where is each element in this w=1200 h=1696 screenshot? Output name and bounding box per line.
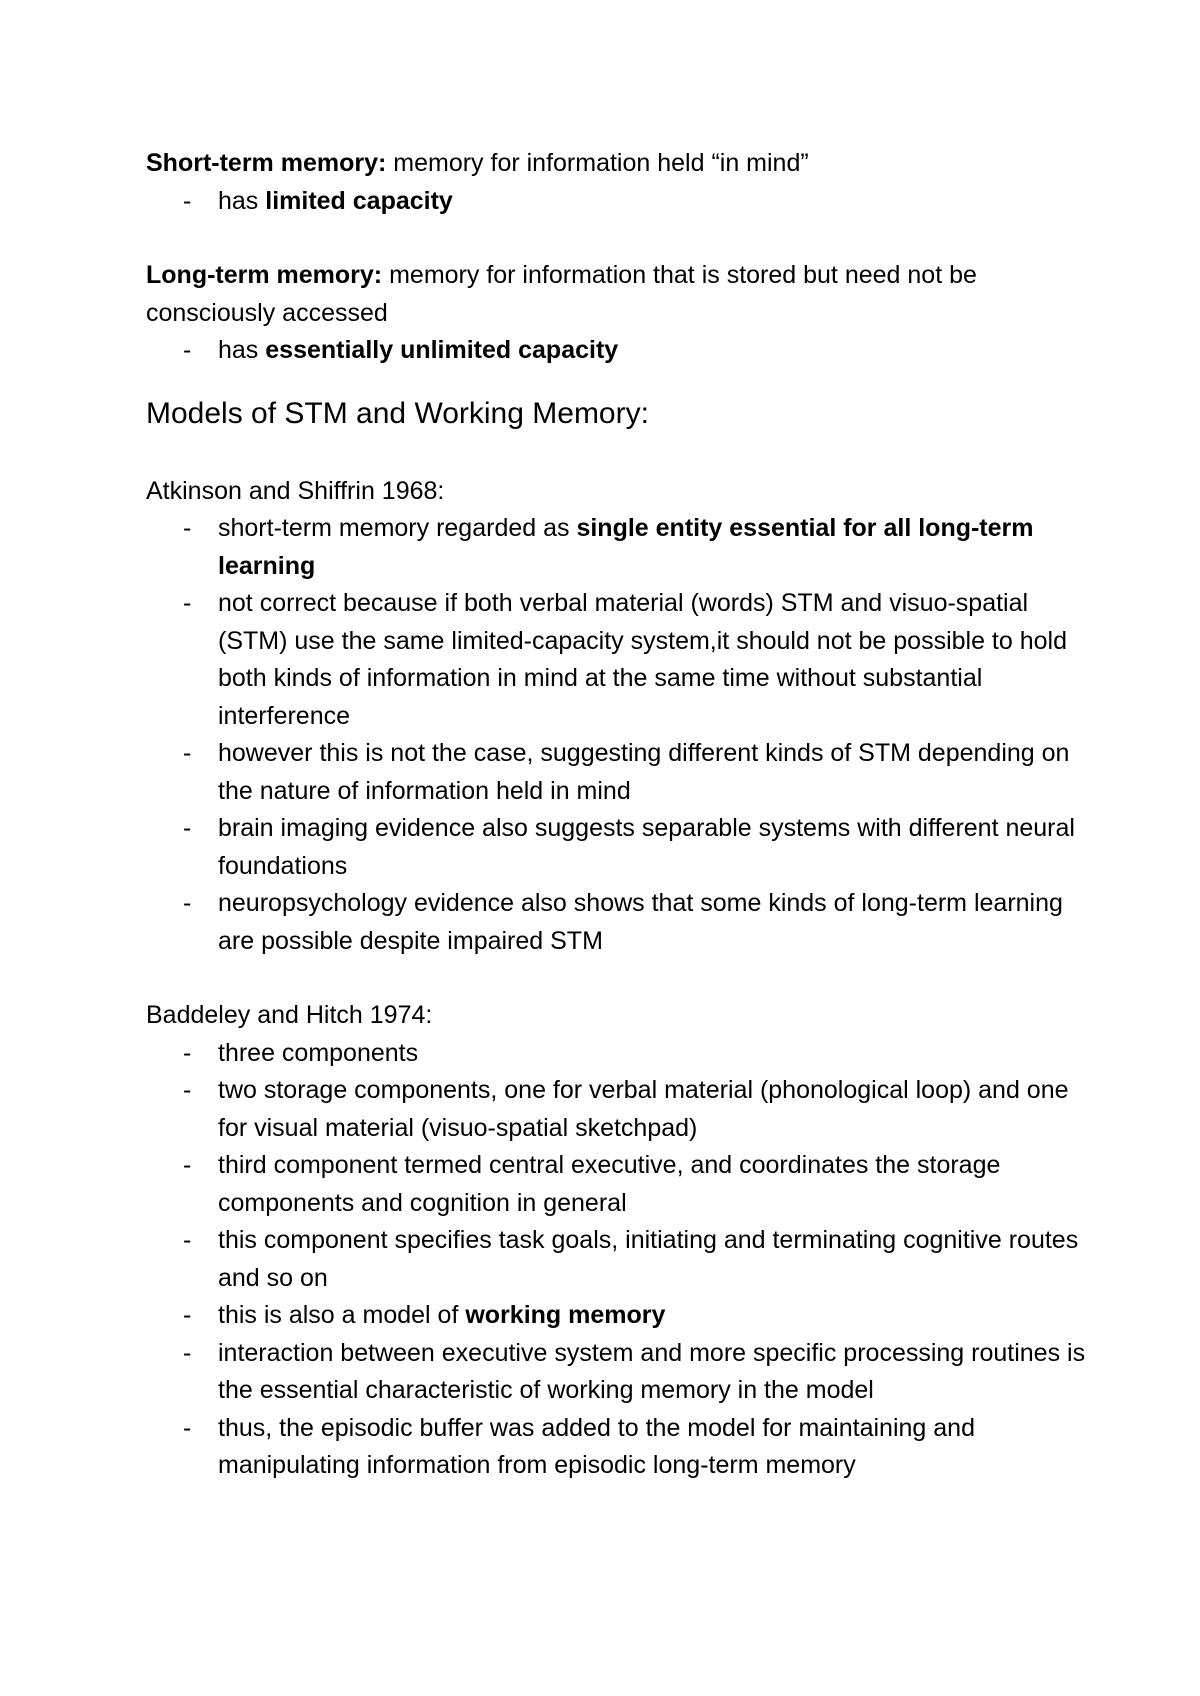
bullet-text: brain imaging evidence also suggests separable systems with different neural foundations <box>218 814 1075 880</box>
bullet-text: third component termed central executive, and coordinates the storage components and cognition in general <box>218 1151 1001 1217</box>
bullet-text: not correct because if both verbal material (words) STM and visuo-spatial (STM) use the same limited-capacity system,it should not be possible to hold both kinds of information in mind at the same time without substantial interference <box>218 589 1067 730</box>
bullet-text: has <box>218 186 266 215</box>
bullet-text: neuropsychology evidence also shows that some kinds of long-term learning are possible despite impaired STM <box>218 889 1063 955</box>
list-item <box>146 183 1086 221</box>
ltm-definition <box>146 257 1086 332</box>
bullet-text: short-term memory regarded as <box>218 514 577 542</box>
dash-marker: - <box>183 336 192 364</box>
dash-marker: - <box>183 889 192 917</box>
dash-marker: - <box>183 814 192 842</box>
dash-marker: - <box>183 1076 192 1104</box>
document-page <box>146 145 1086 1485</box>
dash-marker: - <box>183 1301 192 1329</box>
stm-definition-text: memory for information held “in mind” <box>386 149 809 177</box>
bullet-text: this is also a model of <box>218 1301 466 1329</box>
baddeley-bullet-list <box>146 1035 1086 1485</box>
bullet-text: has <box>218 336 266 364</box>
list-item <box>146 885 1086 960</box>
spacer <box>146 960 1086 997</box>
bullet-bold-text: essentially unlimited capacity <box>265 336 619 364</box>
dash-marker: - <box>183 589 192 617</box>
bullet-bold-text: single entity essential for all long-term learning <box>218 514 1034 580</box>
list-item <box>146 1222 1086 1297</box>
atkinson-title: Atkinson and Shiffrin 1968: <box>146 476 445 505</box>
spacer <box>146 370 1086 392</box>
list-item <box>146 1035 1086 1073</box>
dash-marker: - <box>183 1338 192 1367</box>
atkinson-bullet-list <box>146 510 1086 960</box>
list-item <box>146 1297 1086 1335</box>
list-item <box>146 332 1086 370</box>
bullet-text: thus, the episodic buffer was added to the model for maintaining and manipulating information from episodic long-term memory <box>218 1413 975 1479</box>
ltm-term: Long-term memory: <box>146 261 383 289</box>
dash-marker: - <box>183 1413 192 1442</box>
list-item <box>146 510 1086 585</box>
list-item <box>146 1147 1086 1222</box>
bullet-text: three components <box>218 1038 419 1067</box>
dash-marker: - <box>183 186 192 215</box>
spacer <box>146 220 1086 257</box>
stm-term: Short-term memory: <box>146 149 387 177</box>
bullet-bold-text: working memory <box>465 1301 666 1329</box>
list-item <box>146 810 1086 885</box>
list-item <box>146 1410 1086 1485</box>
list-item <box>146 1072 1086 1147</box>
dash-marker: - <box>183 1038 192 1067</box>
section-heading: Models of STM and Working Memory: <box>146 396 649 430</box>
dash-marker: - <box>183 1226 192 1254</box>
list-item <box>146 735 1086 810</box>
list-item <box>146 585 1086 735</box>
ltm-definition-text: memory for information that is stored but need not be consciously accessed <box>146 261 977 327</box>
dash-marker: - <box>183 739 192 767</box>
spacer <box>146 436 1086 473</box>
bullet-text: this component specifies task goals, initiating and terminating cognitive routes and so on <box>218 1226 1079 1292</box>
stm-definition <box>146 145 1086 183</box>
baddeley-title: Baddeley and Hitch 1974: <box>146 1001 433 1029</box>
list-item <box>146 1335 1086 1410</box>
bullet-text: however this is not the case, suggesting different kinds of STM depending on the nature of information held in mind <box>218 739 1070 805</box>
bullet-text: interaction between executive system and more specific processing routines is the essential characteristic of working memory in the model <box>218 1338 1086 1404</box>
dash-marker: - <box>183 514 192 542</box>
dash-marker: - <box>183 1151 192 1179</box>
ltm-bullet-list <box>146 332 1086 370</box>
bullet-bold-text: limited capacity <box>265 186 453 215</box>
stm-bullet-list <box>146 183 1086 221</box>
bullet-text: two storage components, one for verbal material (phonological loop) and one for visual material (visuo-spatial sketchpad) <box>218 1076 1069 1142</box>
